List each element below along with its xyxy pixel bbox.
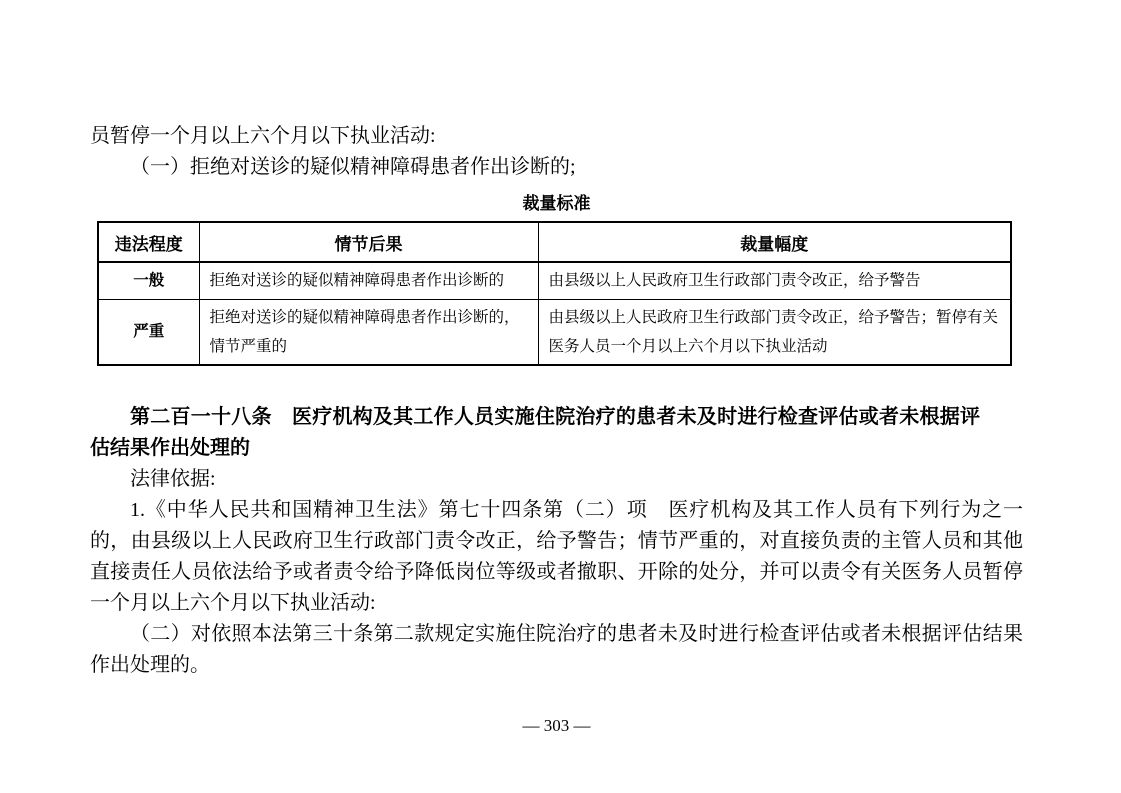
column-header-violation-level: 违法程度	[98, 222, 199, 262]
cell-level-serious: 严重	[98, 299, 199, 365]
legal-basis-label: 法律依据:	[130, 467, 216, 490]
cell-level-general: 一般	[98, 262, 199, 299]
discretion-standards-table	[97, 221, 1012, 366]
intro-line-2: （一）拒绝对送诊的疑似精神障碍患者作出诊断的;	[130, 156, 576, 178]
table-row	[98, 262, 1011, 299]
cell-circumstance-general: 拒绝对送诊的疑似精神障碍患者作出诊断的	[199, 262, 538, 299]
legal-paragraph-2: （二）对依照本法第三十条第二款规定实施住院治疗的患者未及时进行检查评估或者未根据评估结果作出处理的。	[90, 622, 1023, 676]
cell-range-serious: 由县级以上人民政府卫生行政部门责令改正，给予警告；暂停有关医务人员一个月以上六个月以下执业活动	[538, 299, 1011, 365]
table-row	[98, 299, 1011, 365]
article-heading: 第二百一十八条 医疗机构及其工作人员实施住院治疗的患者未及时进行检查评估或者未根据评估结果作出处理的	[90, 405, 980, 459]
cell-circumstance-serious: 拒绝对送诊的疑似精神障碍患者作出诊断的，情节严重的	[199, 299, 538, 365]
cell-range-general: 由县级以上人民政府卫生行政部门责令改正，给予警告	[538, 262, 1011, 299]
legal-paragraph-1: 1.《中华人民共和国精神卫生法》第七十四条第（二）项 医疗机构及其工作人员有下列行为之一的，由县级以上人民政府卫生行政部门责令改正，给予警告；情节严重的，对直接负责的主管人员和其他直接责任人员依法给予或者责令给予降低岗位等级或者撤职、开除的处分，并可以责令有关医务人员暂停一个月以上六个月以下执业活动:	[90, 498, 1023, 614]
page-number: — 303 —	[522, 715, 591, 735]
page-content	[90, 0, 1023, 737]
column-header-discretion-range: 裁量幅度	[538, 222, 1011, 262]
column-header-circumstance: 情节后果	[199, 222, 538, 262]
table-header-row	[98, 222, 1011, 262]
table-title: 裁量标准	[522, 194, 591, 213]
intro-line-1: 员暂停一个月以上六个月以下执业活动:	[90, 125, 436, 147]
